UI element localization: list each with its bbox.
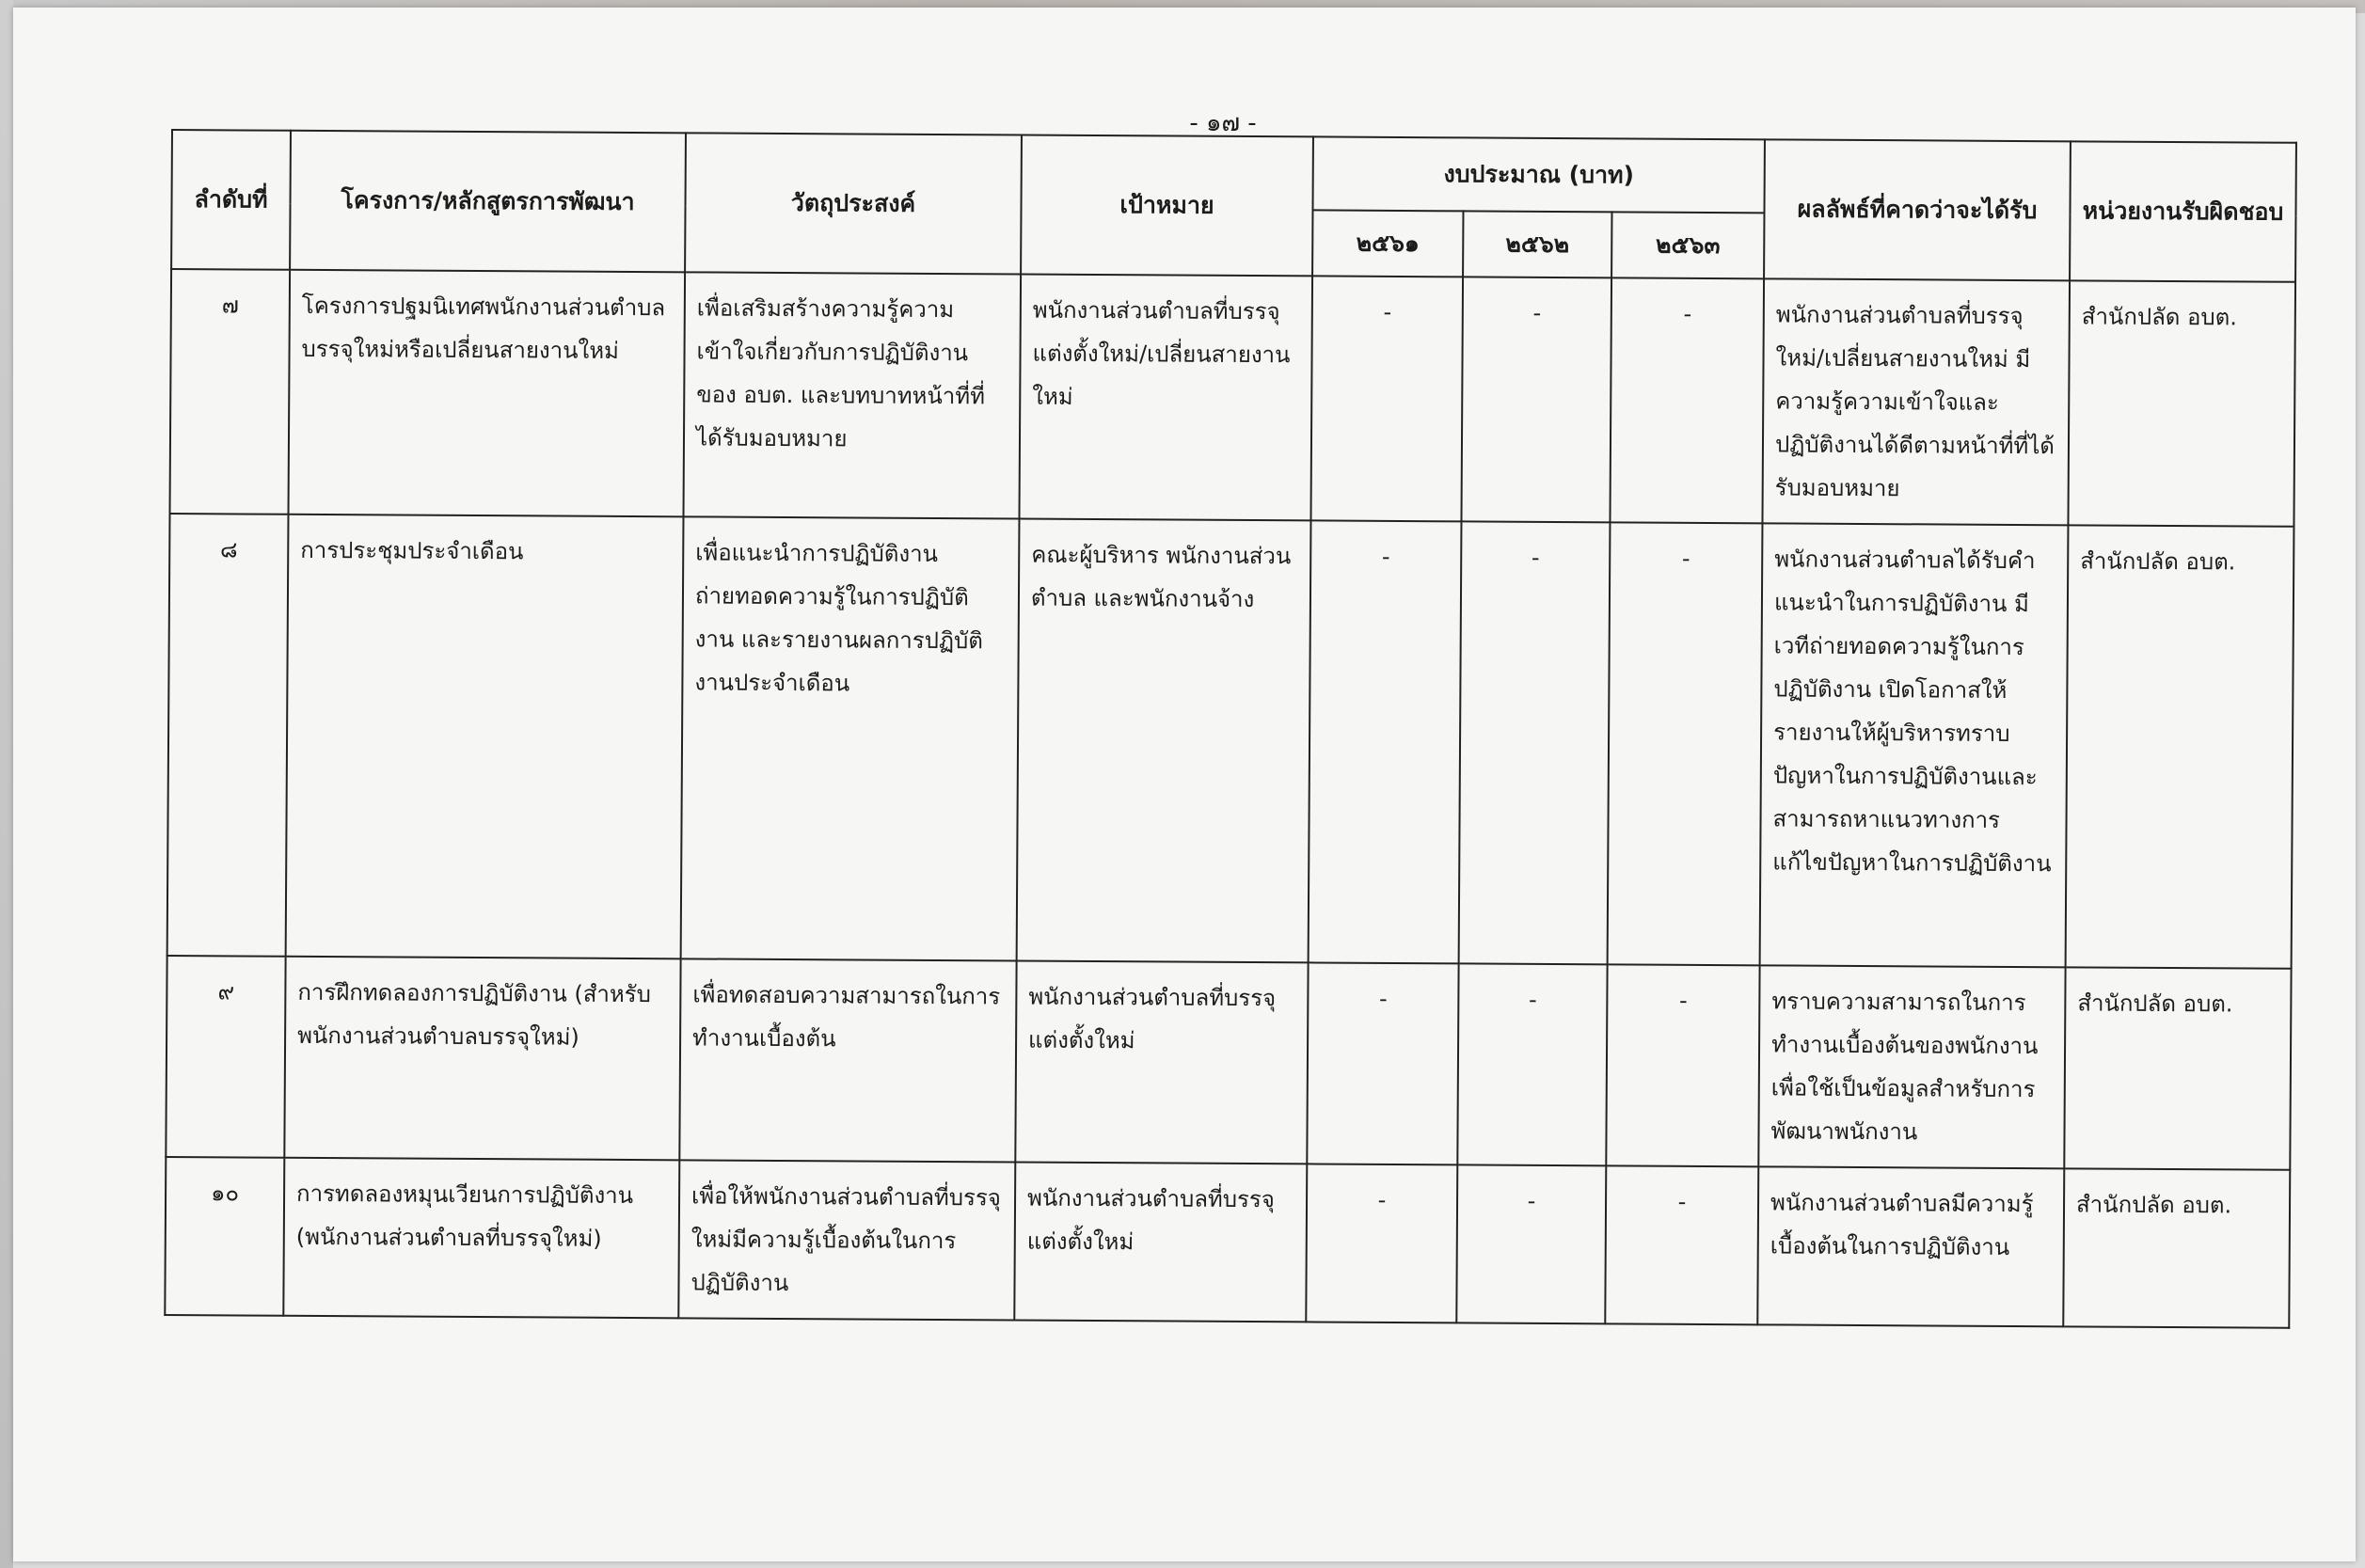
- header-target: เป้าหมาย: [1021, 135, 1313, 277]
- row-budget-2562: -: [1457, 963, 1607, 1165]
- row-budget-2562: -: [1459, 521, 1611, 964]
- row-unit: สำนักปลัด อบต.: [2063, 1168, 2290, 1327]
- row-budget-2561: -: [1307, 962, 1458, 1164]
- row-unit: สำนักปลัด อบต.: [2064, 967, 2291, 1169]
- row-seq: ๘: [167, 514, 289, 957]
- row-budget-2562: -: [1456, 1164, 1606, 1323]
- row-target: คณะผู้บริหาร พนักงานส่วนตำบล และพนักงานจ้าง: [1017, 519, 1311, 963]
- row-target: พนักงานส่วนตำบลที่บรรจุแต่งตั้งใหม่: [1014, 1163, 1307, 1323]
- row-project: การประชุมประจำเดือน: [286, 515, 684, 959]
- header-year-2563: ๒๕๖๓: [1611, 212, 1764, 278]
- header-seq: ลำดับที่: [171, 130, 291, 270]
- row-budget-2562: -: [1461, 277, 1611, 522]
- development-plan-table: [164, 129, 2297, 1329]
- row-project: การฝึกทดลองการปฏิบัติงาน (สำหรับพนักงานส่วนตำบลบรรจุใหม่): [284, 957, 680, 1161]
- row-outcome: พนักงานส่วนตำบลที่บรรจุใหม่/เปลี่ยนสายงานใหม่ มีความรู้ความเข้าใจและปฏิบัติงานได้ดีตามหน้าที่ที่ได้รับมอบหมาย: [1763, 278, 2071, 525]
- row-project: การทดลองหมุนเวียนการปฏิบัติงาน (พนักงานส่วนตำบลที่บรรจุใหม่): [283, 1158, 679, 1319]
- header-outcome: ผลลัพธ์ที่คาดว่าจะได้รับ: [1764, 139, 2071, 280]
- table-row: [166, 956, 2291, 1170]
- table-row: [170, 269, 2296, 527]
- row-objective: เพื่อแนะนำการปฏิบัติงานถ่ายทอดความรู้ในการปฏิบัติงาน และรายงานผลการปฏิบัติงานประจำเดือน: [681, 516, 1020, 960]
- row-outcome: พนักงานส่วนตำบลได้รับคำแนะนำในการปฏิบัติงาน มีเวทีถ่ายทอดความรู้ในการปฏิบัติงาน เปิดโอกาสให้รายงานให้ผู้บริหารทราบปัญหาในการปฏิบัติงานและสามารถหาแนวทางการแก้ไขปัญหาในการปฏิบัติงาน: [1760, 523, 2069, 967]
- row-objective: เพื่อทดสอบความสามารถในการทำงานเบื้องต้น: [679, 958, 1016, 1162]
- row-unit: สำนักปลัด อบต.: [2068, 280, 2295, 526]
- header-year-2562: ๒๕๖๒: [1463, 211, 1611, 277]
- row-outcome: พนักงานส่วนตำบลมีความรู้เบื้องต้นในการปฏิบัติงาน: [1757, 1166, 2064, 1326]
- photo-background-edge-left: [0, 0, 13, 1568]
- header-year-2561: ๒๕๖๑: [1312, 210, 1463, 277]
- row-budget-2563: -: [1608, 522, 1763, 965]
- row-budget-2561: -: [1309, 520, 1462, 963]
- row-unit: สำนักปลัด อบต.: [2066, 525, 2294, 968]
- row-seq: ๑๐: [165, 1157, 284, 1316]
- row-target: พนักงานส่วนตำบลที่บรรจุแต่งตั้งใหม่: [1015, 961, 1308, 1164]
- row-target: พนักงานส่วนตำบลที่บรรจุแต่งตั้งใหม่/เปลี่ยนสายงานใหม่: [1019, 275, 1312, 521]
- row-budget-2561: -: [1310, 276, 1463, 521]
- page-number: - ๑๗ -: [1189, 109, 1257, 137]
- row-seq: ๗: [170, 269, 291, 515]
- row-budget-2561: -: [1306, 1164, 1457, 1323]
- header-budget: งบประมาณ (บาท): [1312, 136, 1764, 213]
- header-unit: หน่วยงานรับผิดชอบ: [2070, 141, 2296, 281]
- row-outcome: ทราบความสามารถในการทำงานเบื้องต้นของพนักงานเพื่อใช้เป็นข้อมูลสำหรับการพัฒนาพนักงาน: [1758, 965, 2065, 1168]
- header-project: โครงการ/หลักสูตรการพัฒนา: [290, 131, 686, 273]
- row-budget-2563: -: [1610, 277, 1764, 523]
- row-project: โครงการปฐมนิเทศพนักงานส่วนตำบลบรรจุใหม่หรือเปลี่ยนสายงานใหม่: [288, 270, 685, 517]
- row-budget-2563: -: [1606, 964, 1759, 1166]
- row-objective: เพื่อให้พนักงานส่วนตำบลที่บรรจุใหม่มีความรู้เบื้องต้นในการปฏิบัติงาน: [678, 1160, 1015, 1320]
- header-objective: วัตถุประสงค์: [685, 133, 1022, 274]
- table-row: [167, 514, 2294, 969]
- table-row: [165, 1157, 2290, 1328]
- row-budget-2563: -: [1605, 1165, 1758, 1324]
- row-objective: เพื่อเสริมสร้างความรู้ความเข้าใจเกี่ยวกับการปฏิบัติงานของ อบต. และบทบาทหน้าที่ที่ได้รับมอบหมาย: [683, 272, 1021, 518]
- row-seq: ๙: [166, 956, 285, 1158]
